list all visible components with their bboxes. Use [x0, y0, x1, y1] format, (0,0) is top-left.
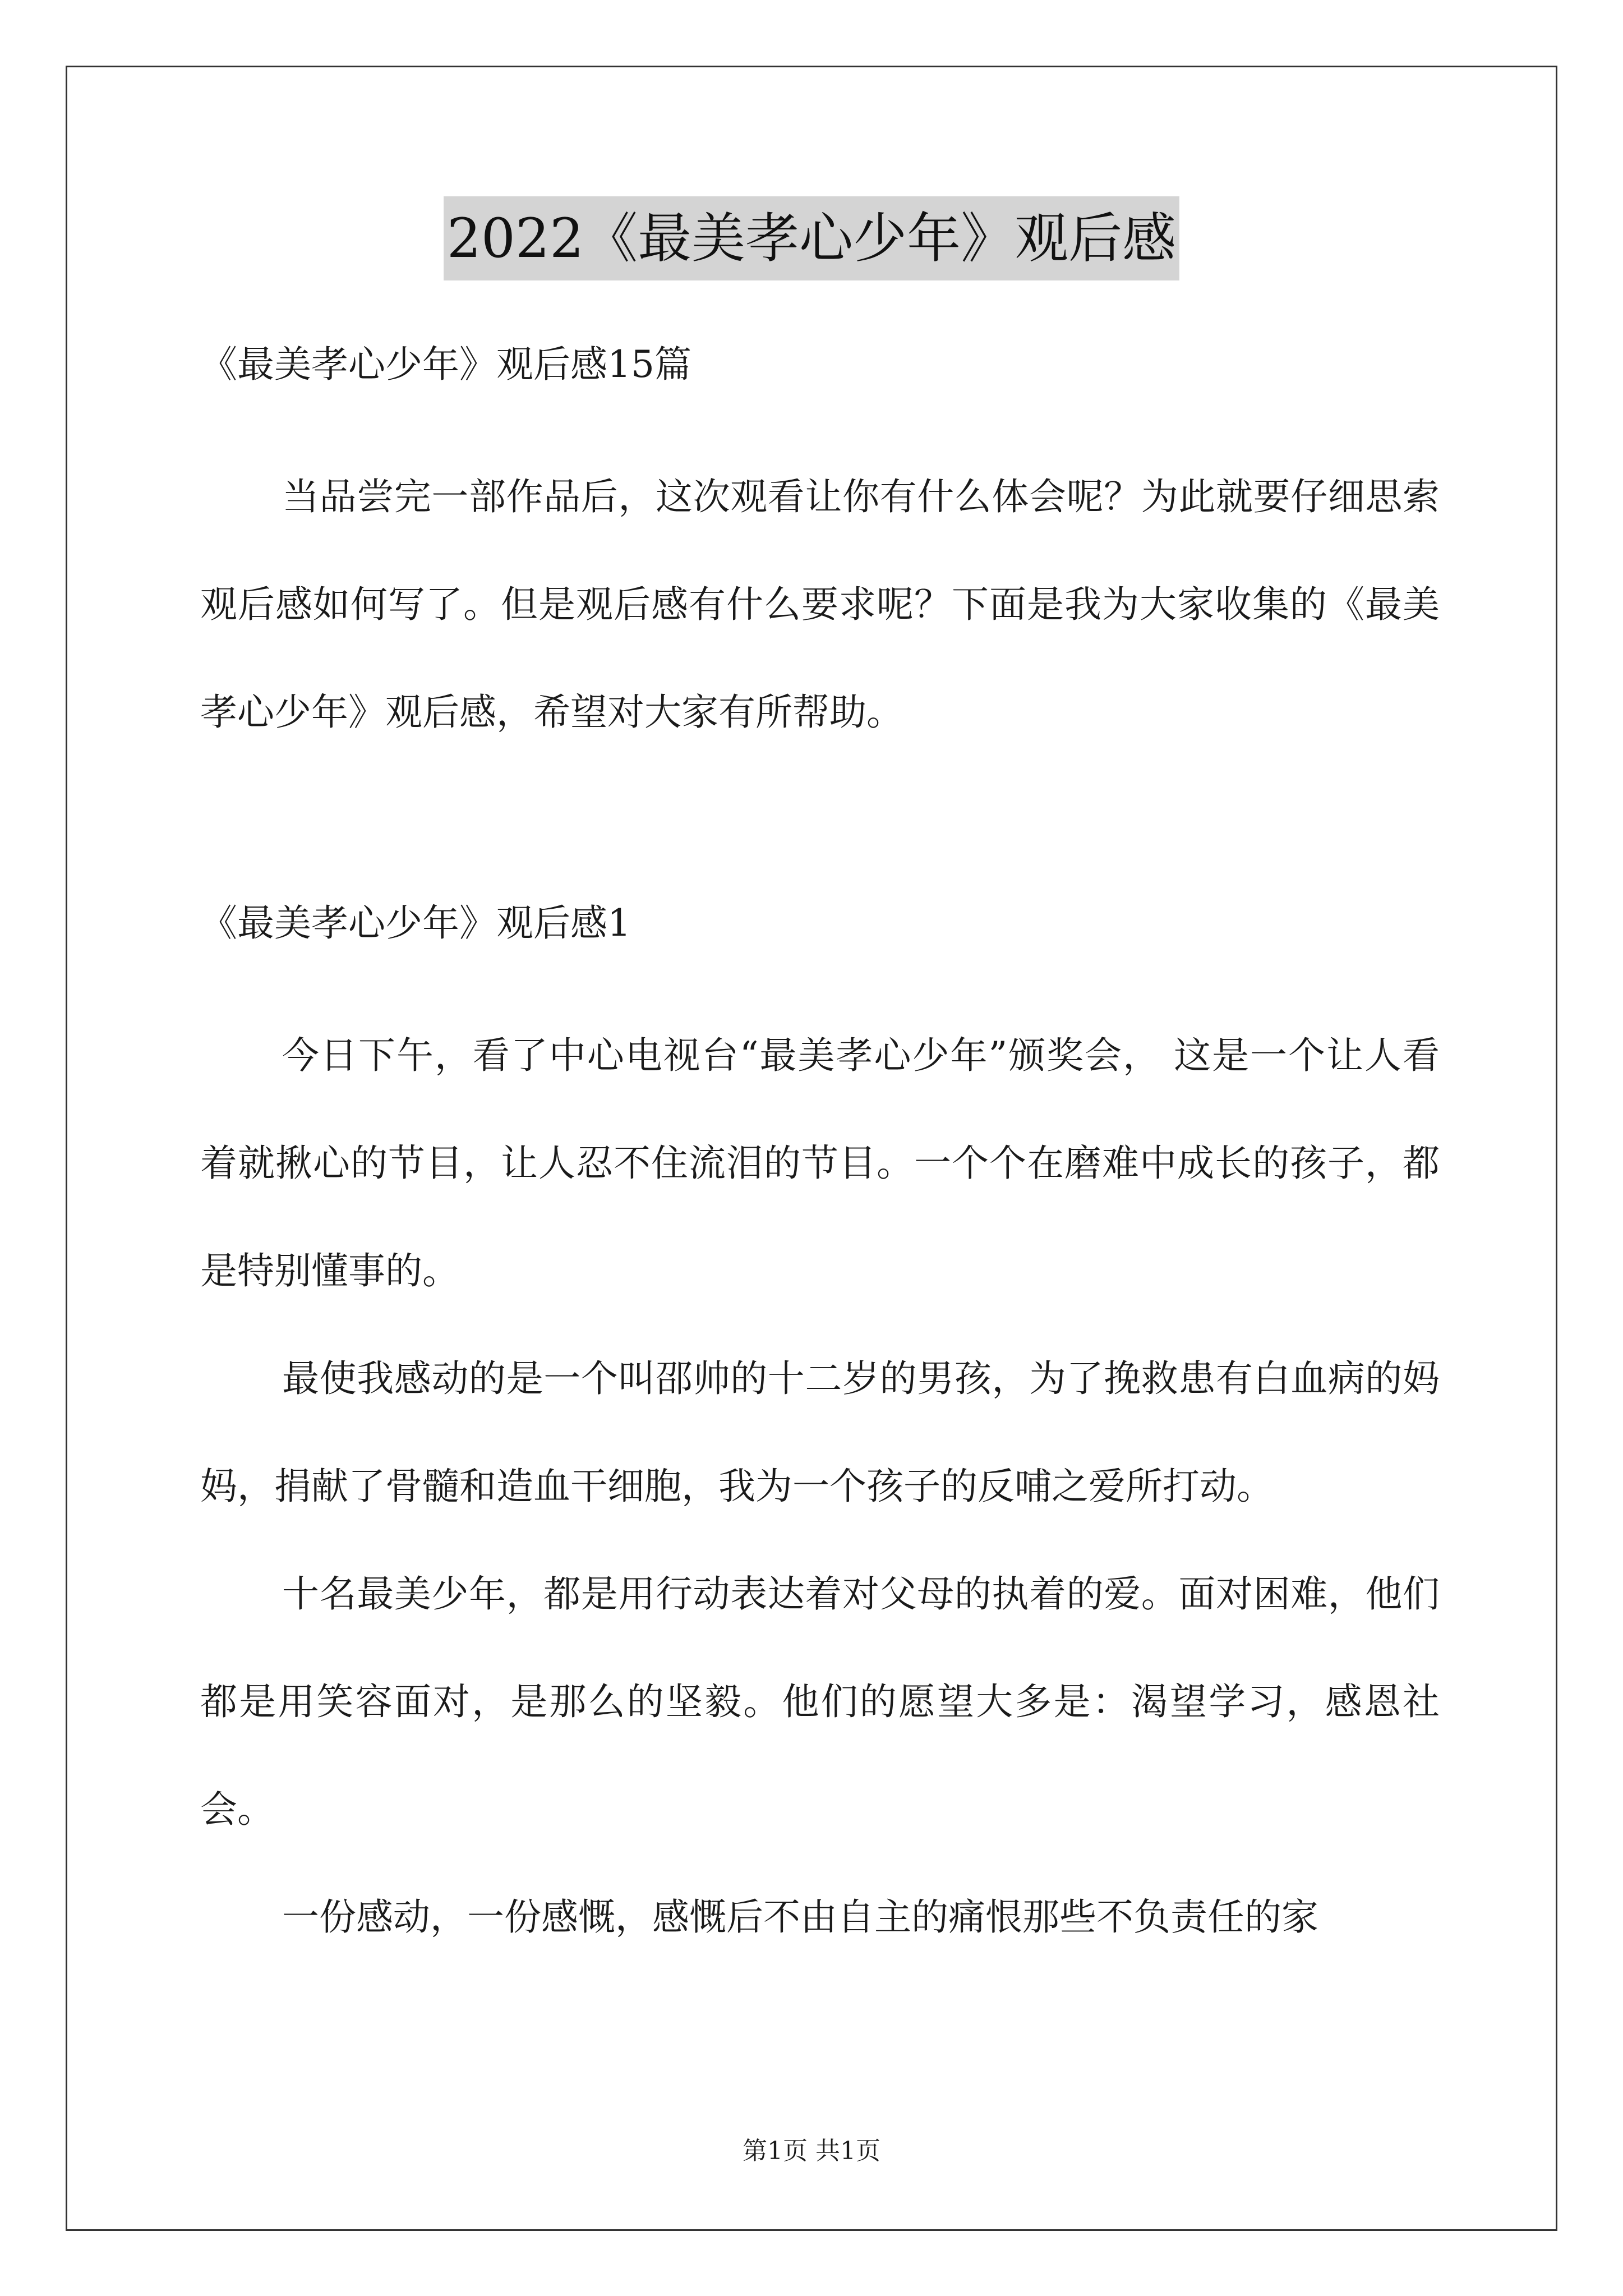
document-subtitle: 《最美孝心少年》观后感15篇 — [200, 343, 691, 386]
document-body — [200, 337, 1440, 1971]
title-container — [0, 196, 1623, 280]
section-heading: 《最美孝心少年》观后感1 — [200, 901, 631, 945]
section-spacer — [200, 766, 1440, 895]
body-paragraph: 今日下午，看了中心电视台“最美孝心少年”颁奖会， 这是一个让人看着就揪心的节目，让人忍不住流泪的节目。一个个在磨难中成长的孩子，都是特别懂事的。 — [200, 1034, 1440, 1292]
document-title: 2022《最美孝心少年》观后感 — [444, 196, 1179, 280]
intro-paragraph: 当品尝完一部作品后，这次观看让你有什么体会呢？为此就要仔细思索观后感如何写了。但是观后感有什么要求呢？下面是我为大家收集的《最美孝心少年》观后感，希望对大家有所帮助。 — [200, 475, 1440, 734]
page-footer: 第1页 共1页 — [743, 2137, 880, 2165]
body-paragraph: 最使我感动的是一个叫邵帅的十二岁的男孩，为了挽救患有白血病的妈妈，捐献了骨髓和造血干细胞，我为一个孩子的反哺之爱所打动。 — [200, 1357, 1440, 1508]
body-paragraph: 十名最美少年，都是用行动表达着对父母的执着的爱。面对困难，他们都是用笑容面对，是那么的坚毅。他们的愿望大多是：渴望学习，感恩社会。 — [200, 1572, 1440, 1831]
body-paragraph: 一份感动，一份感慨，感慨后不由自主的痛恨那些不负责任的家 — [282, 1895, 1318, 1939]
